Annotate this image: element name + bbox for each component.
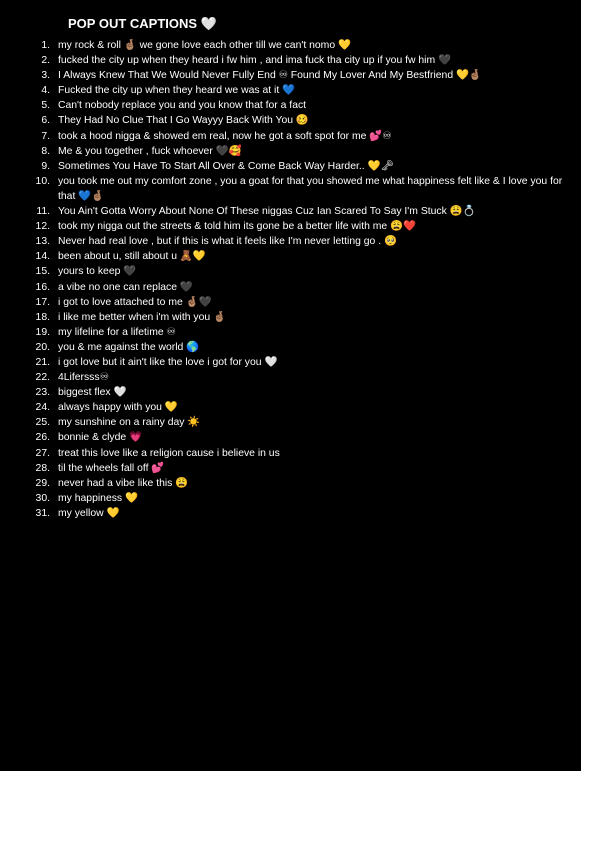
caption-item (20, 219, 576, 234)
caption-number: 11. (36, 206, 50, 218)
caption-text: you & me against the world 🌎 (58, 341, 200, 353)
caption-item (20, 370, 576, 385)
caption-number: 24. (35, 402, 50, 414)
caption-item (20, 53, 576, 68)
caption-item (20, 249, 576, 264)
caption-text: a vibe no one can replace 🖤 (58, 281, 193, 293)
caption-number: 29. (35, 477, 50, 489)
caption-number: 31. (35, 507, 50, 519)
document-title: POP OUT CAPTIONS 🤍 (68, 16, 217, 31)
caption-text: my sunshine on a rainy day ☀️ (58, 417, 201, 429)
caption-number: 8. (41, 145, 50, 157)
caption-item (20, 415, 576, 430)
caption-text: You Ain't Gotta Worry About None Of These niggas Cuz Ian Scared To Say I'm Stuck 😩💍 (58, 206, 476, 218)
caption-text: been about u, still about u 🧸💛 (58, 251, 206, 263)
caption-text: treat this love like a religion cause i believe in us (58, 447, 280, 459)
caption-item (20, 144, 576, 159)
caption-item (20, 113, 576, 128)
caption-item (20, 491, 576, 506)
caption-number: 1. (41, 40, 50, 51)
caption-item (20, 325, 576, 340)
caption-text: They Had No Clue That I Go Wayyy Back With You 🥴 (58, 115, 309, 127)
caption-text: took a hood nigga & showed em real, now he got a soft spot for me 💕♾ (58, 130, 392, 142)
caption-text: i got to love attached to me 🤞🏽🖤 (58, 296, 212, 308)
caption-item (20, 506, 576, 521)
caption-number: 21. (35, 356, 50, 368)
caption-item (20, 355, 576, 370)
caption-number: 14. (35, 251, 50, 263)
caption-text: I Always Knew That We Would Never Fully End ♾ Found My Lover And My Bestfriend 💛🤞🏽 (58, 70, 482, 82)
caption-text: my rock & roll 🤞🏽 we gone love each other till we can't nomo 💛 (58, 40, 351, 51)
caption-item (20, 430, 576, 445)
caption-item (20, 159, 576, 174)
caption-number: 4. (41, 85, 50, 97)
caption-number: 30. (35, 492, 50, 504)
caption-item (20, 83, 576, 98)
caption-text: yours to keep 🖤 (58, 266, 137, 278)
caption-number: 7. (41, 130, 50, 142)
caption-number: 22. (35, 372, 50, 384)
caption-item (20, 340, 576, 355)
caption-number: 5. (41, 100, 50, 112)
caption-number: 12. (35, 221, 50, 233)
caption-item (20, 129, 576, 144)
caption-number: 23. (35, 387, 50, 399)
caption-text: i got love but it ain't like the love i got for you 🤍 (58, 356, 278, 368)
caption-item (20, 400, 576, 415)
caption-text: always happy with you 💛 (58, 402, 178, 414)
caption-item (20, 38, 576, 53)
caption-number: 20. (35, 341, 50, 353)
caption-text: my yellow 💛 (58, 507, 120, 519)
caption-number: 15. (35, 266, 50, 278)
caption-number: 13. (35, 236, 50, 248)
caption-item (20, 310, 576, 325)
caption-text: Can't nobody replace you and you know that for a fact (58, 100, 307, 112)
caption-item (20, 174, 576, 204)
caption-number: 19. (35, 326, 50, 338)
caption-text: fucked the city up when they heard i fw him , and ima fuck tha city up if you fw him 🖤 (58, 55, 451, 67)
caption-item (20, 295, 576, 310)
caption-item (20, 204, 576, 219)
caption-item (20, 280, 576, 295)
caption-text: never had a vibe like this 😩 (58, 477, 189, 489)
caption-item (20, 461, 576, 476)
caption-text: Sometimes You Have To Start All Over & Come Back Way Harder.. 💛🗝 (58, 160, 394, 172)
caption-item (20, 264, 576, 279)
caption-text: i like me better when i'm with you 🤞🏽 (58, 311, 226, 323)
caption-text: you took me out my comfort zone , you a goat for that you showed me what happiness felt like & I love you for that 💙🤞🏽 (58, 175, 563, 202)
caption-number: 18. (35, 311, 50, 323)
caption-item (20, 385, 576, 400)
caption-text: my happiness 💛 (58, 492, 138, 504)
caption-number: 16. (35, 281, 50, 293)
caption-text: Never had real love , but if this is what it feels like I'm never letting go . 🥺 (58, 236, 397, 248)
caption-text: my lifeline for a lifetime ♾ (58, 326, 176, 338)
caption-item (20, 446, 576, 461)
caption-text: 4Lifersss♾ (58, 372, 109, 384)
caption-text: Me & you together , fuck whoever 🖤🥰 (58, 145, 242, 157)
caption-number: 17. (35, 296, 50, 308)
caption-text: took my nigga out the streets & told him its gone be a better life with me 😩❤️ (58, 221, 416, 233)
caption-number: 6. (41, 115, 50, 127)
caption-text: Fucked the city up when they heard we was at it 💙 (58, 85, 296, 97)
caption-text: bonnie & clyde 💗 (58, 432, 142, 444)
caption-number: 9. (41, 160, 50, 172)
caption-item (20, 476, 576, 491)
caption-text: til the wheels fall off 💕 (58, 462, 165, 474)
caption-item (20, 234, 576, 249)
caption-item (20, 98, 576, 113)
caption-number: 27. (35, 447, 50, 459)
caption-list (20, 38, 576, 521)
caption-text: biggest flex 🤍 (58, 387, 127, 399)
caption-number: 2. (41, 55, 50, 67)
caption-number: 3. (41, 70, 50, 82)
caption-number: 25. (35, 417, 50, 429)
caption-number: 28. (35, 462, 50, 474)
caption-number: 10. (35, 175, 50, 187)
caption-number: 26. (35, 432, 50, 444)
caption-item (20, 68, 576, 83)
